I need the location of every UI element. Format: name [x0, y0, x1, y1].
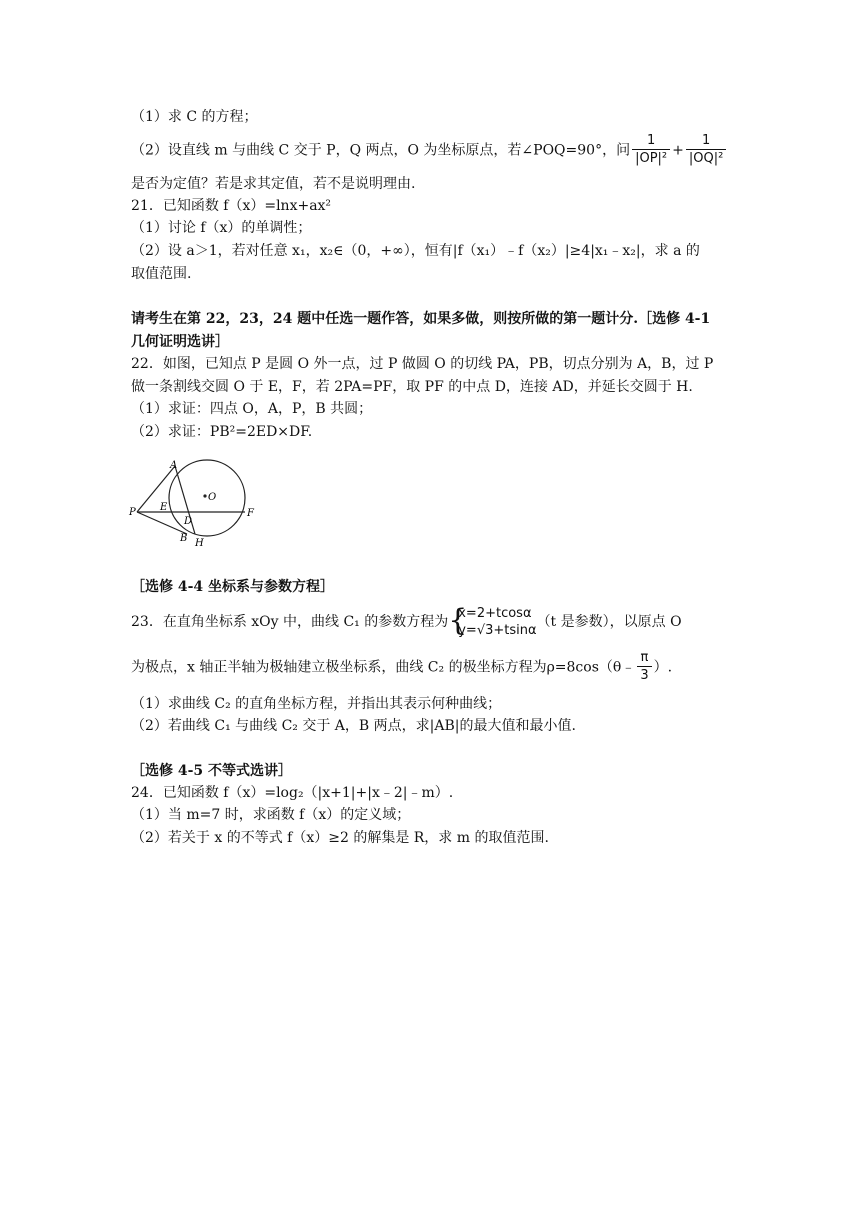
label-f: F: [247, 508, 254, 519]
q21-part2-cont: 取值范围.: [131, 266, 192, 282]
fraction-1-over-oq-squared: $\frac{1}{\text{|OQ|²}}$: [686, 133, 726, 168]
parametric-system: { x=2+tcosα y=√3+tsinα: [448, 603, 537, 638]
q22-part2: （2）求证：PB²=2ED×DF.: [131, 424, 313, 440]
instruction-line1: 请考生在第 22，23，24 题中任选一题作答，如果多做，则按所做的第一题计分.［选修 4-1: [131, 311, 711, 327]
q24-part1: （1）当 m=7 时，求函数 f（x）的定义域；: [131, 807, 411, 823]
label-d: D: [184, 516, 193, 527]
q21-part1: （1）讨论 f（x）的单调性；: [131, 220, 312, 236]
q24-stem: 24．已知函数 f（x）=log₂（|x+1|+|x﹣2|﹣m）.: [131, 785, 454, 801]
fraction-1-over-op-squared: $\frac{1}{\text{|OP|²}}$: [632, 133, 670, 168]
q23-stem-text: 23．在直角坐标系 xOy 中，曲线 C₁ 的参数方程为: [131, 614, 449, 630]
plus-sign: +: [672, 142, 684, 159]
circle-o: [169, 460, 245, 536]
q22-stem1: 22．如图，已知点 P 是圆 O 外一点，过 P 做圆 O 的切线 PA，PB，切点分别为 A，B，过 P: [131, 356, 714, 372]
q23-part1: （1）求曲线 C₂ 的直角坐标方程，并指出其表示何种曲线；: [131, 696, 502, 712]
q24-part2: （2）若关于 x 的不等式 f（x）≥2 的解集是 R，求 m 的取值范围.: [131, 830, 549, 846]
q22-stem2: 做一条割线交圆 O 于 E，F，若 2PA=PF，取 PF 的中点 D，连接 AD，并延长交圆于 H.: [131, 379, 693, 395]
q22-part1: （1）求证：四点 O，A，P，B 共圆；: [131, 401, 373, 417]
circle-tangent-secant-figure: [128, 458, 258, 550]
center-dot: [203, 494, 206, 497]
q23-stem-tail: （t 是参数），以原点 O: [536, 614, 682, 630]
label-a: A: [170, 460, 178, 471]
label-e: E: [160, 502, 168, 513]
section-4-5-title: ［选修 4-5 不等式选讲］: [131, 763, 293, 779]
q23-stem-line: [131, 602, 682, 642]
q23-part2: （2）若曲线 C₁ 与曲线 C₂ 交于 A，B 两点，求|AB|的最大值和最小值.: [131, 718, 576, 734]
q20-part2-cont: 是否为定值？若是求其定值，若不是说明理由.: [131, 176, 416, 192]
tangent-pb: [137, 512, 187, 534]
q23-line2-tail: ）.: [653, 659, 673, 676]
label-o: O: [208, 492, 217, 503]
q23-line2: [131, 650, 672, 685]
q21-stem: 21．已知函数 f（x）=lnx+ax²: [131, 198, 332, 214]
q21-part2: （2）设 a＞1，若对任意 x₁，x₂∈（0，+∞），恒有|f（x₁）﹣f（x₂）|≥4|x₁﹣x₂|，求 a 的: [131, 243, 700, 259]
q20-part2-text: （2）设直线 m 与曲线 C 交于 P，Q 两点，O 为坐标原点，若∠POQ=90°，问: [131, 142, 631, 159]
label-p: P: [129, 507, 136, 518]
q20-part1: （1）求 C 的方程；: [131, 109, 258, 125]
fraction-pi-over-3: $\frac{\pi}{3}$: [637, 650, 651, 685]
eq-x: x=2+tcosα: [458, 606, 532, 621]
label-h: H: [195, 538, 204, 549]
label-b: B: [180, 533, 188, 544]
q20-part2-line: [131, 133, 728, 168]
q23-line2-text: 为极点，x 轴正半轴为极轴建立极坐标系，曲线 C₂ 的极坐标方程为ρ=8cos（θ﹣: [131, 659, 636, 676]
section-4-4-title: ［选修 4-4 坐标系与参数方程］: [131, 579, 335, 595]
eq-y: y=√3+tsinα: [458, 623, 537, 638]
instruction-line2: 几何证明选讲］: [131, 334, 229, 350]
